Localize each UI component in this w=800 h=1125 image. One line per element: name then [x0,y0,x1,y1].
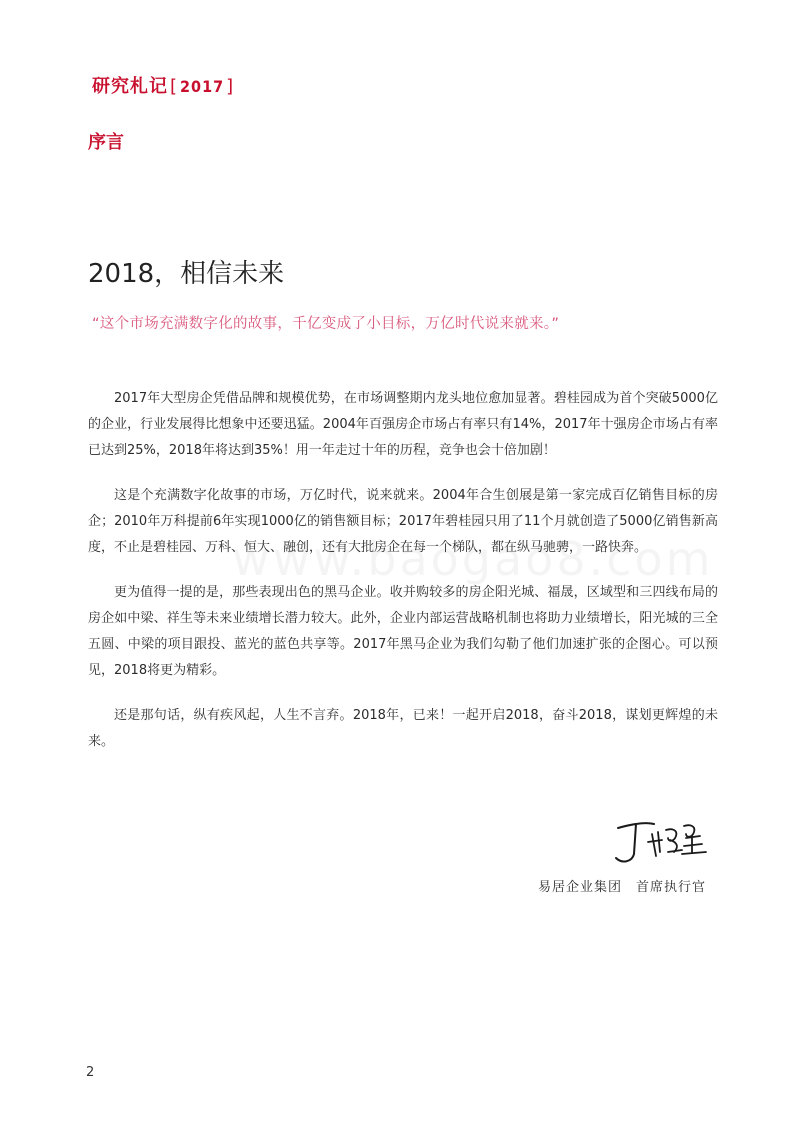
page-number: 2 [86,1065,95,1080]
paragraph-2: 这是个充满数字化故事的市场，万亿时代，说来就来。2004年合生创展是第一家完成百亿销售目标的房企；2010年万科提前6年实现1000亿的销售额目标；2017年碧桂园只用了11个月就创造了5000亿销售新高度，不止是碧桂园、万科、恒大、融创，还有大批房企在每一个梯队，都在纵马驰骋，一路快奔。 [88,488,718,555]
signer-role: 首席执行官 [636,880,707,895]
report-header [92,72,236,98]
paragraph-4: 还是那句话，纵有疾风起，人生不言弃。2018年，已来！一起开启2018，奋斗2018，谋划更辉煌的未来。 [88,708,718,749]
header-title: 研究札记 [92,76,168,97]
paragraph-3: 更为值得一提的是，那些表现出色的黑马企业。收并购较多的房企阳光城、福晟，区域型和三四线布局的房企如中梁、祥生等未来业绩增长潜力较大。此外，企业内部运营战略机制也将助力业绩增长，阳光城的三全五圆、中梁的项目跟投、蓝光的蓝色共享等。2017年黑马企业为我们勾勒了他们加速扩张的企图心。可以预见，2018将更为精彩。 [88,585,718,678]
body-text [88,386,718,774]
header-bracket-close: ] [226,76,235,97]
page-title: 2018，相信未来 [88,259,285,289]
header-bracket-open: [ [170,76,179,97]
header-year: 2017 [180,77,225,96]
paragraph-1: 2017年大型房企凭借品牌和规模优势，在市场调整期内龙头地位愈加显著。碧桂园成为首个突破5000亿的企业，行业发展得比想象中还要迅猛。2004年百强房企市场占有率只有14%，2017年十强房企市场占有率已达到25%，2018年将达到35%！用一年走过十年的历程，竞争也会十倍加剧！ [88,391,718,458]
section-title: 序言 [88,132,124,153]
signer-company: 易居企业集团 [538,880,623,895]
signature-image [612,812,722,872]
pull-quote: “这个市场充满数字化的故事，千亿变成了小目标，万亿时代说来就来。” [92,316,560,332]
signer-caption [538,876,706,895]
